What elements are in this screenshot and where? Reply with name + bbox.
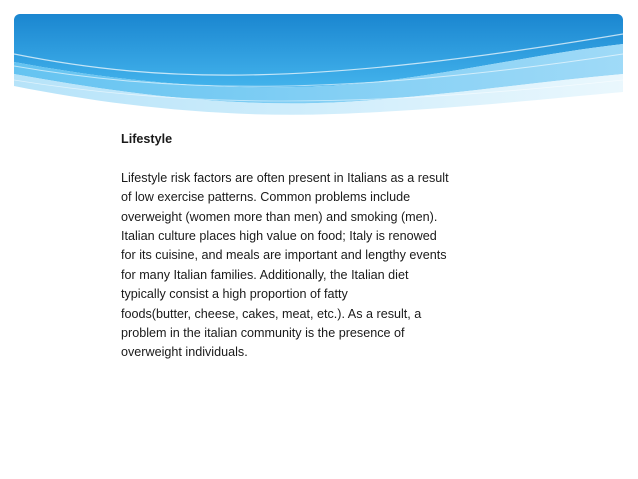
content-area <box>121 130 521 363</box>
section-heading: Lifestyle <box>121 132 173 146</box>
body-line: foods(butter, cheese, cakes, meat, etc.). As a result, a <box>121 306 422 321</box>
body-line: Italian culture places high value on food; Italy is renowed <box>121 229 437 244</box>
wave-decoration <box>14 14 623 124</box>
body-line: overweight individuals. <box>121 345 248 360</box>
body-line: for many Italian families. Additionally, the Italian diet <box>121 267 409 282</box>
header-wave-banner <box>14 14 623 124</box>
body-paragraph <box>121 169 521 363</box>
body-line: problem in the italian community is the presence of <box>121 326 405 341</box>
body-line: overweight (women more than men) and smoking (men). <box>121 209 438 224</box>
body-line: typically consist a high proportion of fatty <box>121 287 348 302</box>
body-line: for its cuisine, and meals are important and lengthy events <box>121 248 447 263</box>
spacer <box>121 149 521 168</box>
body-line: of low exercise patterns. Common problems include <box>121 190 411 205</box>
body-line: Lifestyle risk factors are often present in Italians as a result <box>121 170 449 185</box>
